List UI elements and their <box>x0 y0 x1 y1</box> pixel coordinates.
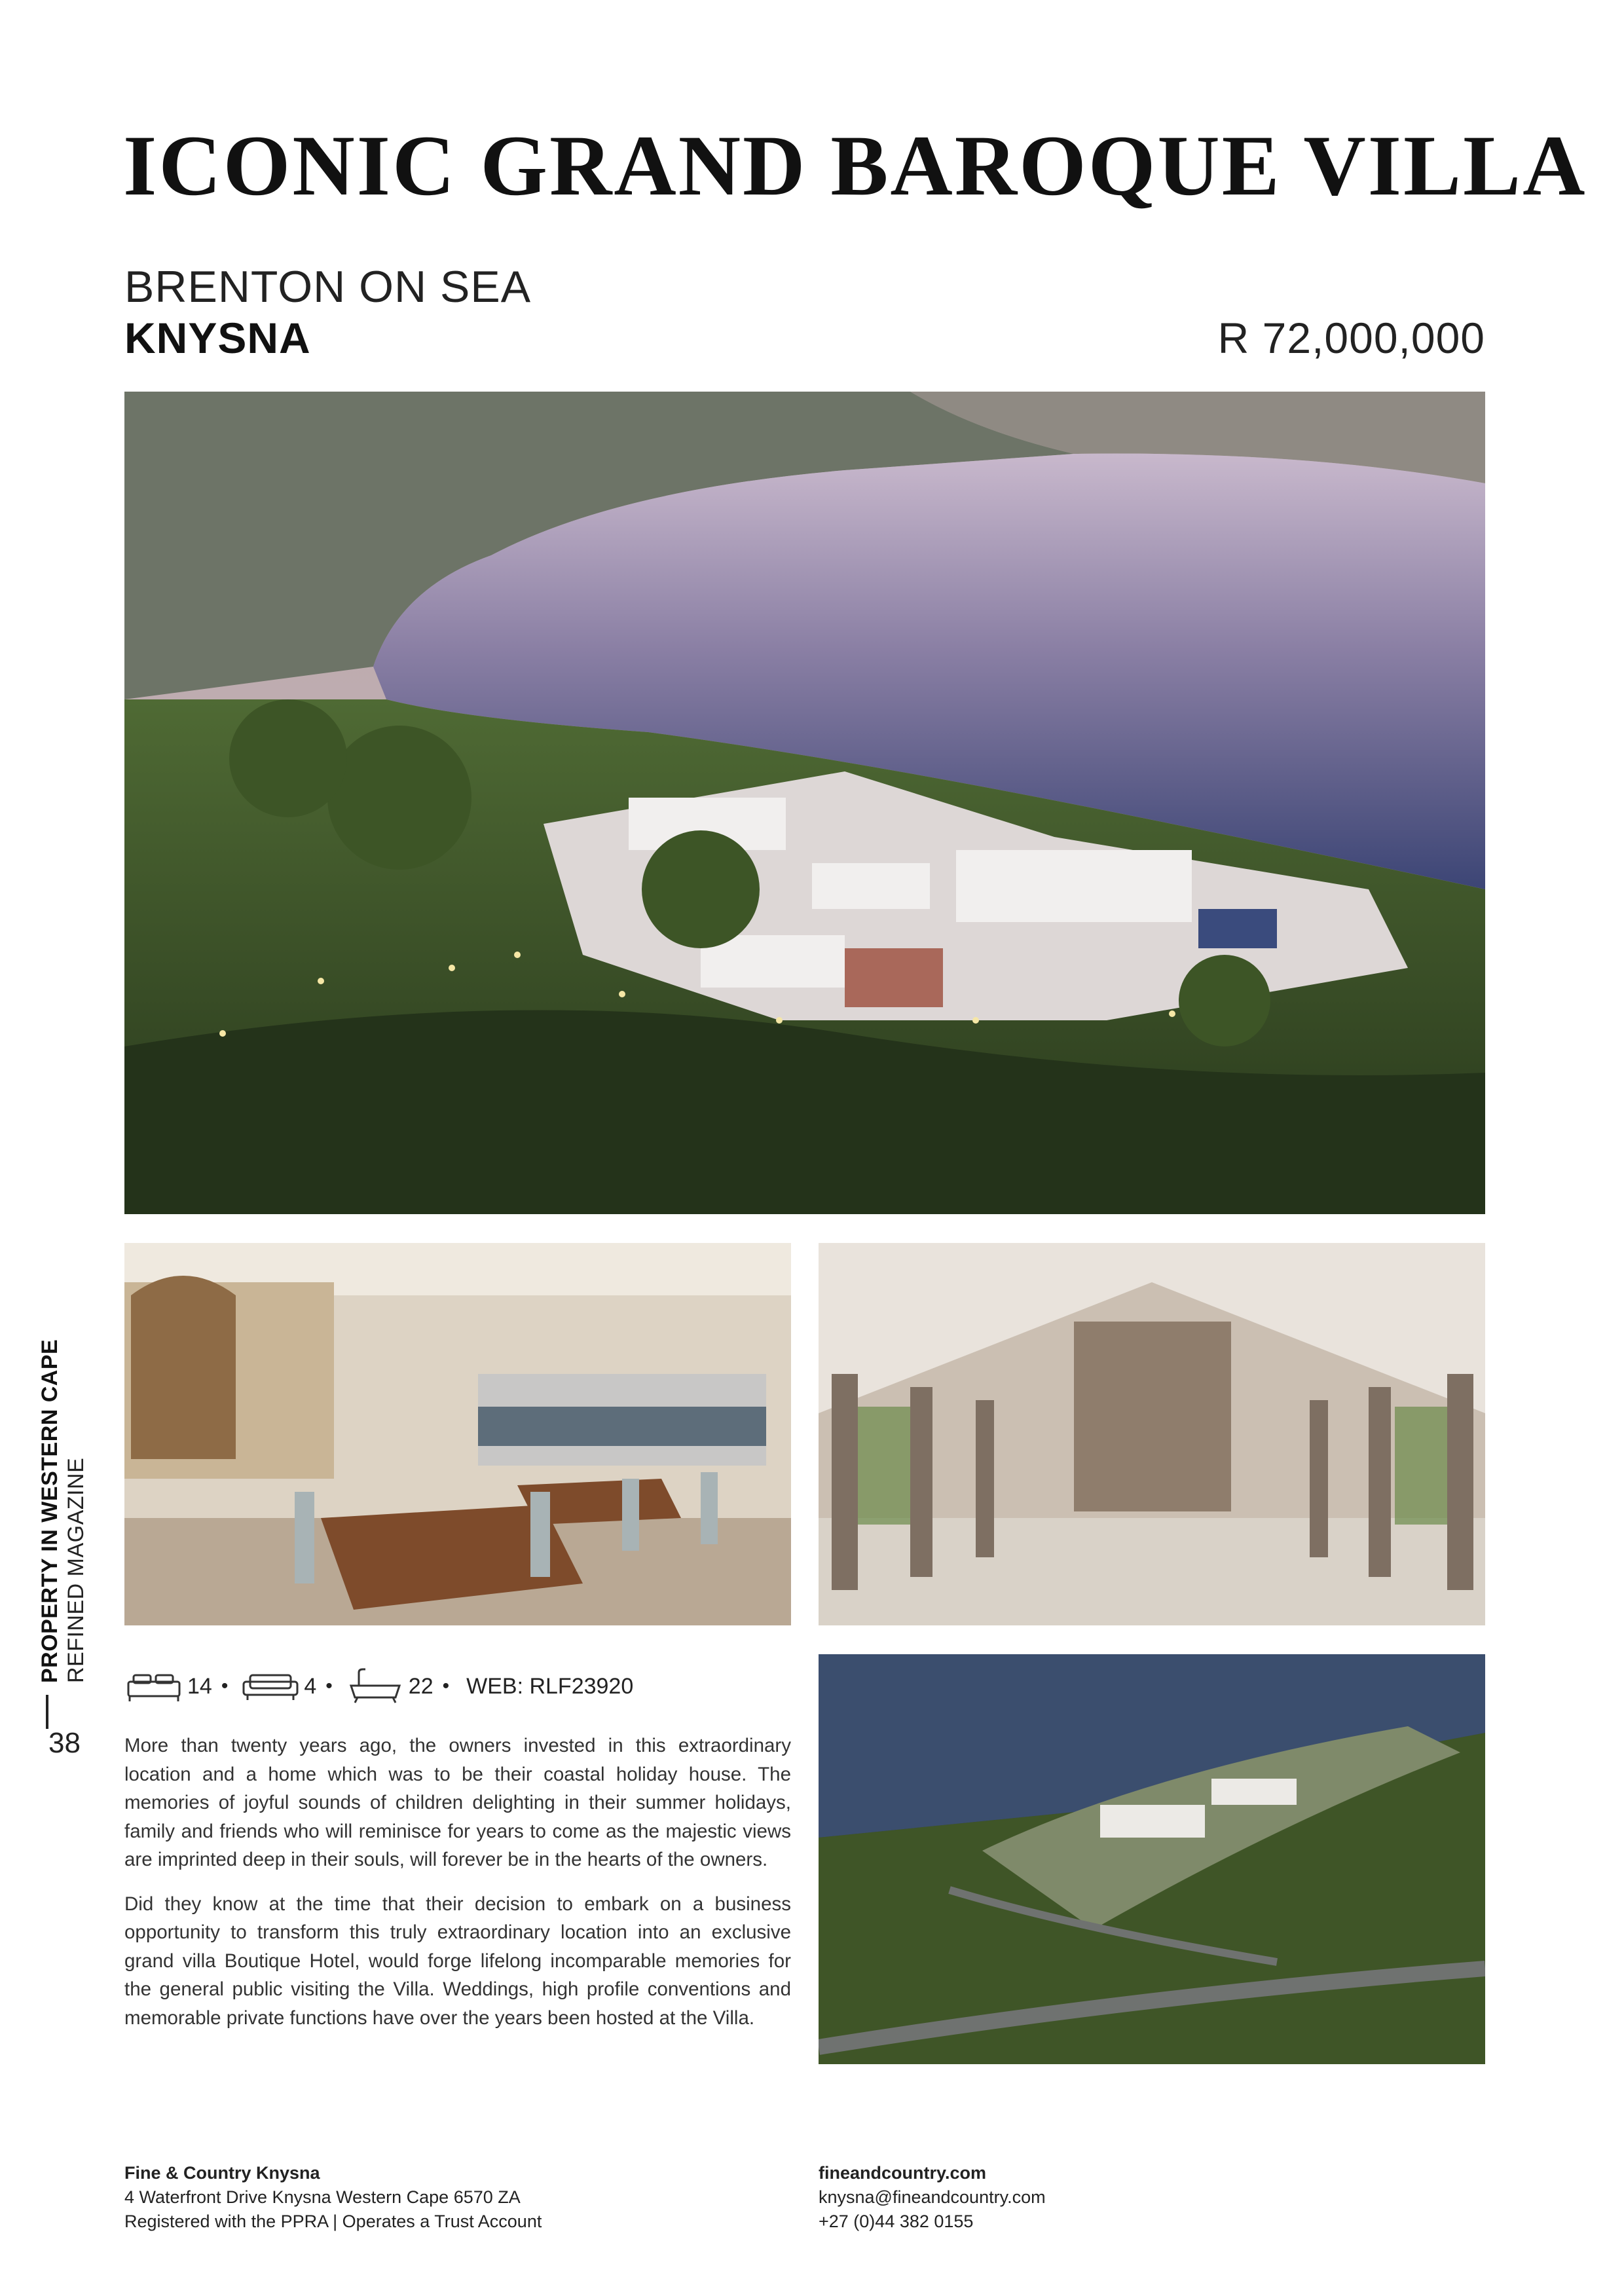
bathroom-count: 22 <box>408 1673 434 1699</box>
bedroom-count: 14 <box>187 1673 212 1699</box>
price-label: R 72,000,000 <box>1217 314 1485 362</box>
description-paragraph-1: More than twenty years ago, the owners invested in this extraordinary location and a home which was to be their coastal holiday house. The memories of joyful sounds of children delighting in their summer holidays, family and friends who will reminisce for years to come as the majestic views are imprinted deep in their souls, will forever be in the hearts of the owners. <box>124 1735 791 1870</box>
reception-count: 4 <box>304 1673 317 1699</box>
interior-dining-photo <box>124 1243 791 1625</box>
sofa-icon <box>241 1667 300 1705</box>
bed-icon <box>124 1667 183 1705</box>
pavilion-arches-photo <box>819 1243 1485 1625</box>
email-link[interactable]: knysna@fineandcountry.com <box>819 2187 1046 2207</box>
property-specs <box>124 1663 642 1709</box>
agency-address: 4 Waterfront Drive Knysna Western Cape 6570 ZA <box>124 2187 521 2207</box>
description-paragraph-2: Did they know at the time that their decision to embark on a business opportunity to transform this truly extraordinary location into an exclusive grand villa Boutique Hotel, would forge lifelong incomparable memories for the general public visiting the Villa. Weddings, high profile conventions and memorable private functions have over the years been hosted at the Villa. <box>124 1893 791 2029</box>
phone-number[interactable]: +27 (0)44 382 0155 <box>819 2212 974 2231</box>
separator-dot: • <box>221 1675 229 1697</box>
separator-dot: • <box>442 1675 450 1697</box>
agency-name: Fine & Country Knysna <box>124 2163 320 2183</box>
sidebar-magazine-name: REFINED MAGAZINE <box>64 1457 88 1683</box>
footer-contact-details <box>819 2161 1046 2234</box>
page-number: 38 <box>48 1727 81 1759</box>
area-name: BRENTON ON SEA <box>124 262 532 312</box>
hero-aerial-photo <box>124 392 1485 1214</box>
description <box>124 1731 791 2048</box>
town-name: KNYSNA <box>124 314 311 362</box>
agency-registration: Registered with the PPRA | Operates a Trust Account <box>124 2212 542 2231</box>
separator-dot: • <box>325 1675 333 1697</box>
aerial-estate-photo <box>819 1654 1485 2064</box>
footer-agency-details <box>124 2161 542 2234</box>
page-title: ICONIC GRAND BAROQUE VILLA <box>123 117 1587 213</box>
sidebar-divider <box>46 1695 48 1729</box>
web-reference: WEB: RLF23920 <box>466 1673 634 1699</box>
website-link[interactable]: fineandcountry.com <box>819 2163 987 2183</box>
bath-icon <box>346 1667 405 1705</box>
sidebar-section-title: PROPERTY IN WESTERN CAPE <box>37 1339 62 1683</box>
